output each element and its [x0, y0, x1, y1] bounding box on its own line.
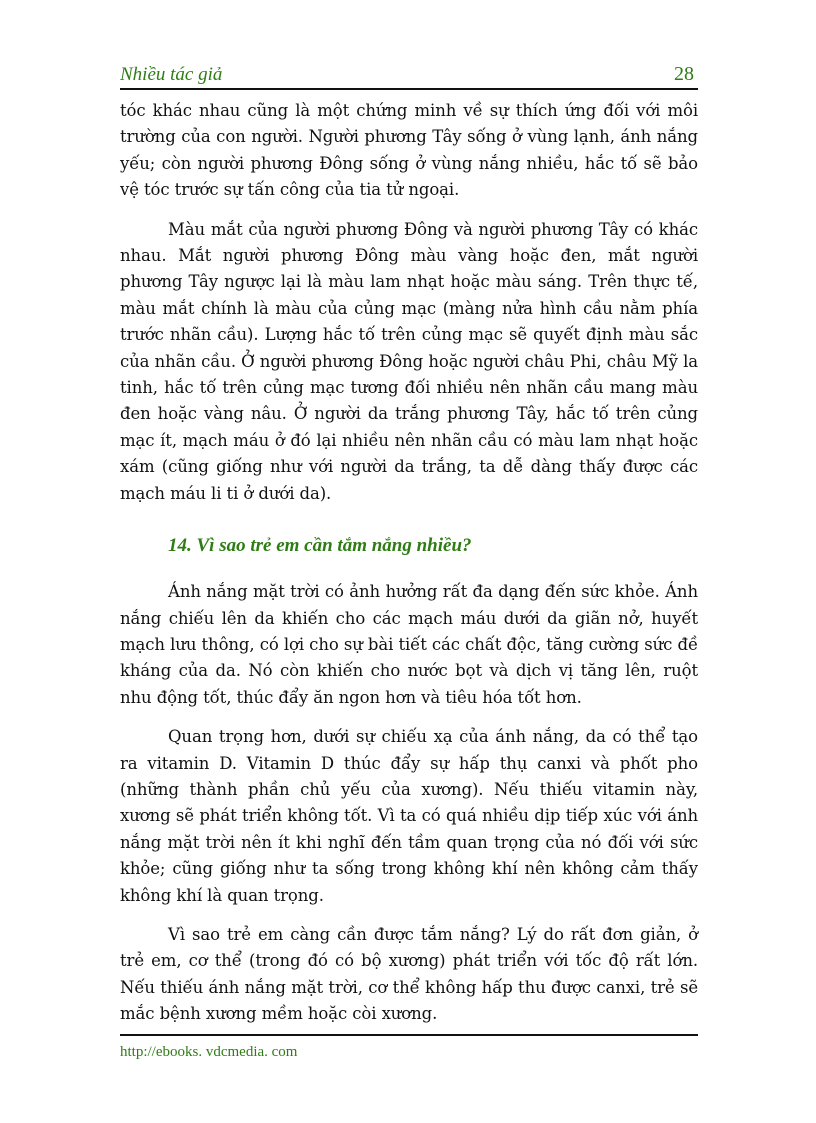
section-title: 14. Vì sao trẻ em cần tắm nắng nhiều?: [168, 535, 472, 557]
paragraph-children-sunlight: Vì sao trẻ em càng cần được tắm nắng? Lý do rất đơn giản, ở trẻ em, cơ thể (trong đó có bộ xương) phát triển với tốc độ rất lớn. Nếu thiếu ánh nắng mặt trời, cơ thể không hấp thu được canxi, trẻ sẽ mắc bệnh xương mềm hoặc còi xương.: [120, 924, 698, 1024]
page-footer: [120, 1034, 698, 1060]
footer-url: http://ebooks. vdcmedia. com: [120, 1044, 298, 1060]
paragraph-vitamin-d: Quan trọng hơn, dưới sự chiếu xạ của ánh nắng, da có thể tạo ra vitamin D. Vitamin D thúc đẩy sự hấp thụ canxi và phốt pho (những thành phần chủ yếu của xương). Nếu thiếu vitamin này, xương sẽ phát triển không tốt. Vì ta có quá nhiều dịp tiếp xúc với ánh nắng mặt trời nên ít khi nghĩ đến tầm quan trọng của nó đối với sức khỏe; cũng giống như ta sống trong không khí nên không cảm thấy không khí là quan trọng.: [120, 727, 698, 905]
page-body: [120, 98, 698, 1028]
paragraph-eye-color: Màu mắt của người phương Đông và người phương Tây có khác nhau. Mắt người phương Đông màu vàng hoặc đen, mắt người phương Tây ngược lại là màu lam nhạt hoặc màu sáng. Trên thực tế, màu mắt chính là màu của củng mạc (màng nửa hình cầu nằm phía trước nhãn cầu). Lượng hắc tố trên củng mạc sẽ quyết định màu sắc của nhãn cầu. Ở người phương Đông hoặc người châu Phi, châu Mỹ la tinh, hắc tố trên củng mạc tương đối nhiều nên nhãn cầu mang màu đen hoặc vàng nâu. Ở người da trắng phương Tây, hắc tố trên củng mạc ít, mạch máu ở đó lại nhiều nên nhãn cầu có màu lam nhạt hoặc xám (cũng giống như với người da trắng, ta dễ dàng thấy được các mạch máu li ti ở dưới da).: [120, 219, 698, 503]
header-title: Nhiều tác giả: [120, 64, 223, 85]
page-header: [120, 62, 698, 90]
page-number: 28: [674, 63, 694, 85]
paragraph-continued: tóc khác nhau cũng là một chứng minh về sự thích ứng đối với môi trường của con người. Người phương Tây sống ở vùng lạnh, ánh nắng yếu; còn người phương Đông sống ở vùng nắng nhiều, hắc tố sẽ bảo vệ tóc trước sự tấn công của tia tử ngoại.: [120, 101, 698, 200]
paragraph-sunlight-effects: Ánh nắng mặt trời có ảnh hưởng rất đa dạng đến sức khỏe. Ánh nắng chiếu lên da khiến cho các mạch máu dưới da giãn nở, huyết mạch lưu thông, có lợi cho sự bài tiết các chất độc, tăng cường sức đề kháng của da. Nó còn khiến cho nước bọt và dịch vị tăng lên, ruột nhu động tốt, thúc đẩy ăn ngon hơn và tiêu hóa tốt hơn.: [120, 582, 698, 707]
